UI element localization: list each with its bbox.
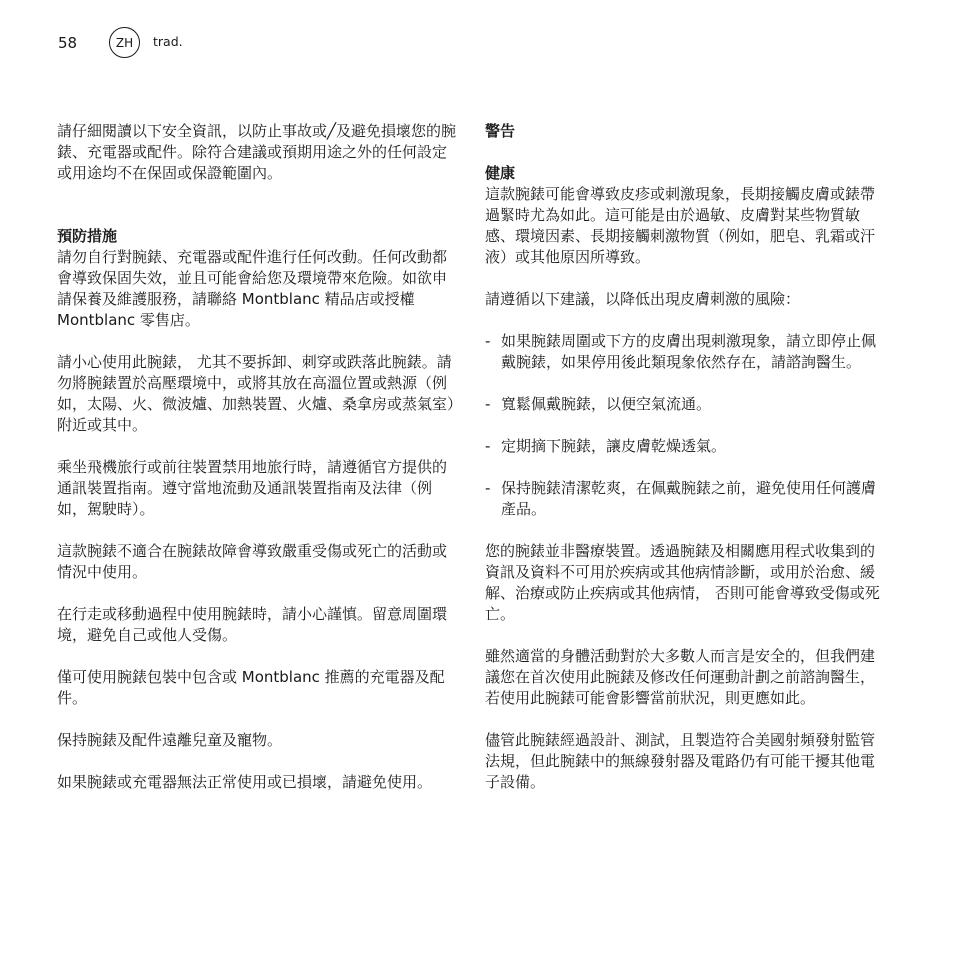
precaution-paragraph: 在行走或移動過程中使用腕錶時，請小心謹慎。留意周圍環境，避免自己或他人受傷。 [57,605,448,644]
page-number: 58 [58,34,78,52]
bullet-marker: - [485,479,491,497]
right-column [485,121,887,793]
bullet-marker: - [485,332,491,350]
warning-heading: 警告 [485,122,516,140]
list-item [485,478,887,520]
bullet-marker: - [485,437,491,455]
list-item-text: 保持腕錶清潔乾爽，在佩戴腕錶之前，避免使用任何護膚產品。 [501,479,877,518]
precaution-paragraph: 乘坐飛機旅行或前往裝置禁用地旅行時，請遵循官方提供的通訊裝置指南。遵守當地流動及通訊裝置指南及法律（例如，駕駛時）。 [57,458,448,518]
recommendation-intro: 請遵循以下建議，以降低出現皮膚刺激的風險： [485,290,801,308]
intro-paragraph: 請仔細閱讀以下安全資訊，以防止事故或╱及避免損壞您的腕錶、充電器或配件。除符合建議或預期用途之外的任何設定或用途均不在保固或保證範圍內。 [57,122,457,182]
health-paragraph: 您的腕錶並非醫療裝置。透過腕錶及相關應用程式收集到的資訊及資料不可用於疾病或其他病情診斷，或用於治愈、緩解、治療或防止疾病或其他病情， 否則可能會導致受傷或死亡。 [485,542,880,623]
list-item-text: 定期摘下腕錶，讓皮膚乾燥透氣。 [501,437,727,455]
health-paragraph: 儘管此腕錶經過設計、測試，且製造符合美國射頻發射監管法規，但此腕錶中的無線發射器及電路仍有可能干擾其他電子設備。 [485,731,876,791]
precaution-paragraph: 如果腕錶或充電器無法正常使用或已損壞，請避免使用。 [57,773,433,791]
left-column [57,121,459,793]
precaution-paragraph: 請小心使用此腕錶， 尤其不要拆卸、刺穿或跌落此腕錶。請勿將腕錶置於高壓環境中，或將其放在高溫位置或熱源（例如，太陽、火、微波爐、加熱裝置、火爐、桑拿房或蒸氣室）附近或其中。 [57,353,455,434]
health-heading: 健康 [485,164,516,182]
list-item-text: 寬鬆佩戴腕錶，以便空氣流通。 [501,395,712,413]
language-badge: ZH [109,27,140,58]
health-paragraph: 這款腕錶可能會導致皮疹或刺激現象，長期接觸皮膚或錶帶過緊時尤為如此。這可能是由於過敏、皮膚對某些物質敏感、環境因素、長期接觸刺激物質（例如，肥皂、乳霜或汗液）或其他原因所導致。 [485,185,876,266]
language-variant: trad. [153,34,183,49]
precaution-paragraph: 請勿自行對腕錶、充電器或配件進行任何改動。任何改動都會導致保固失效，並且可能會給您及環境帶來危險。如欲申請保養及維護服務，請聯絡 Montblanc 精品店或授權 Montblanc 零售店。 [57,248,448,329]
bullet-marker: - [485,395,491,413]
precautions-heading: 預防措施 [57,227,118,245]
list-item [485,436,887,457]
list-item [485,331,887,373]
health-paragraph: 雖然適當的身體活動對於大多數人而言是安全的，但我們建議您在首次使用此腕錶及修改任何運動計劃之前諮詢醫生，若使用此腕錶可能會影響當前狀況，則更應如此。 [485,647,876,707]
list-item-text: 如果腕錶周圍或下方的皮膚出現刺激現象，請立即停止佩戴腕錶，如果停用後此類現象依然存在，請諮詢醫生。 [501,332,877,371]
list-item [485,394,887,415]
precaution-paragraph: 這款腕錶不適合在腕錶故障會導致嚴重受傷或死亡的活動或情況中使用。 [57,542,448,581]
precaution-paragraph: 僅可使用腕錶包裝中包含或 Montblanc 推薦的充電器及配件。 [57,668,445,707]
precaution-paragraph: 保持腕錶及配件遠離兒童及寵物。 [57,731,283,749]
